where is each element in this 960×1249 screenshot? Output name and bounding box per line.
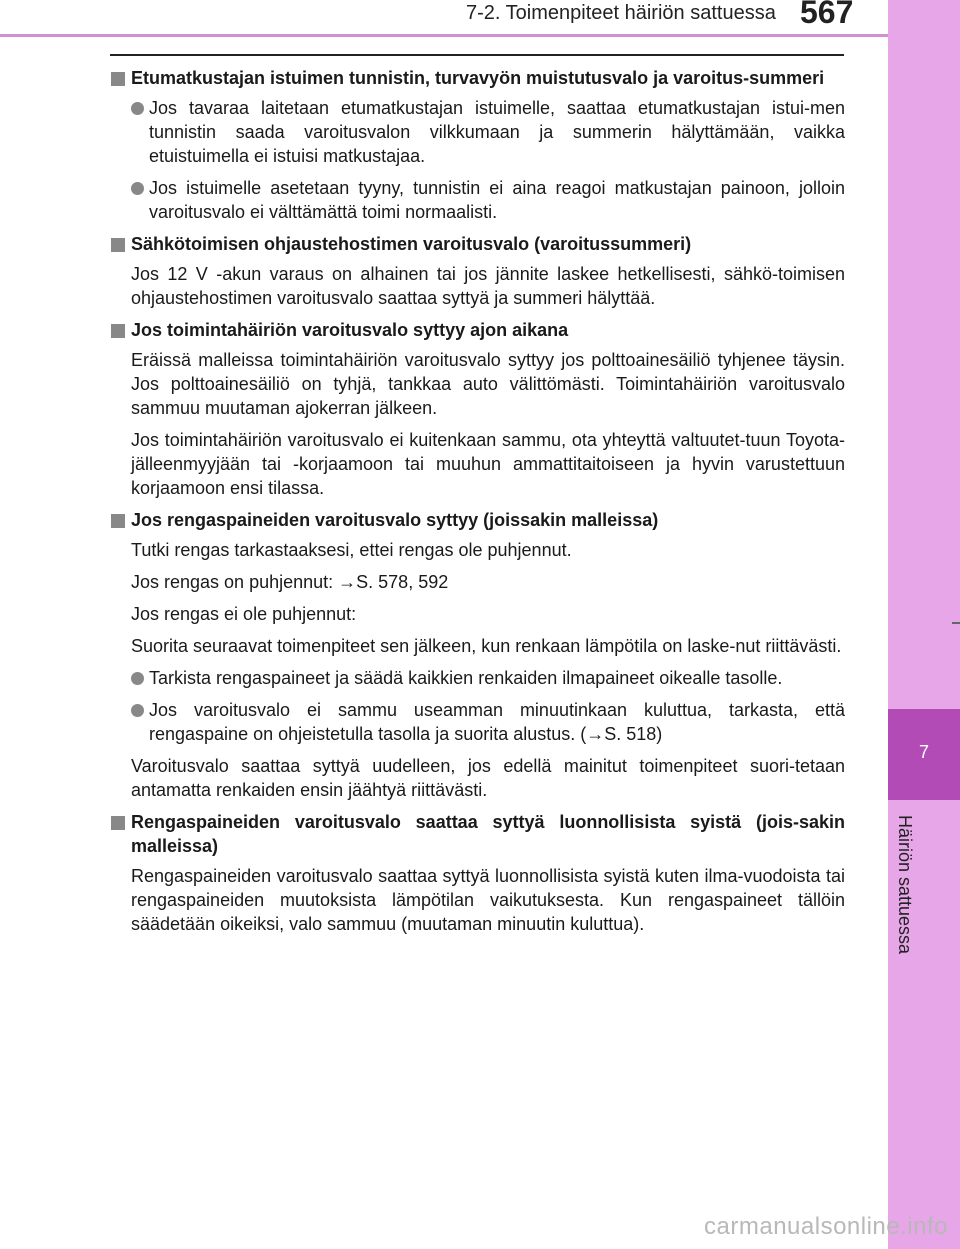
list-item: Jos varoitusvalo ei sammu useamman minuutinkaan kuluttua, tarkasta, että rengaspaine on ohjeistetulla tasolla ja suorita alustus. (→S. 518) <box>110 698 845 746</box>
section-heading: Etumatkustajan istuimen tunnistin, turvavyön muistutusvalo ja varoitus-summeri <box>110 66 845 90</box>
section-malfunction-light <box>110 318 845 500</box>
round-bullet-icon <box>131 102 144 115</box>
section-power-steering <box>110 232 845 310</box>
square-bullet-icon <box>111 816 125 830</box>
list-item: Jos istuimelle asetetaan tyyny, tunnistin ei aina reagoi matkustajan painoon, jolloin varoitusvalo ei välttämättä toimi normaalisti. <box>110 176 845 224</box>
paragraph-page-reference: Jos rengas on puhjennut: →S. 578, 592 <box>131 572 449 592</box>
content-top-rule <box>110 54 844 56</box>
main-content <box>110 66 845 944</box>
section-heading: Jos rengaspaineiden varoitusvalo syttyy (joissakin malleissa) <box>110 508 845 532</box>
square-bullet-icon <box>111 238 125 252</box>
list-item: Jos tavaraa laitetaan etumatkustajan istuimelle, saattaa etumatkustajan istui-men tunnistin saada varoitusvalon vilkkumaan ja summerin hälyttämään, vaikka etuistuimella ei istuisi matkustajaa. <box>110 96 845 168</box>
chapter-side-tab <box>888 0 960 1249</box>
section-heading: Rengaspaineiden varoitusvalo saattaa syttyä luonnollisista syistä (jois-sakin malleissa) <box>110 810 845 858</box>
chapter-number: 7 <box>918 742 929 762</box>
watermark-text: carmanualsonline.info <box>704 1213 948 1240</box>
round-bullet-icon <box>131 704 144 717</box>
round-bullet-icon <box>131 182 144 195</box>
section-seat-sensor <box>110 66 845 224</box>
page-number: 567 <box>800 0 854 30</box>
section-natural-causes <box>110 810 845 936</box>
paragraph: Jos 12 V -akun varaus on alhainen tai jos jännite laskee hetkellisesti, sähkö-toimisen ohjaustehostimen varoitusvalo saattaa syttyä ja summeri hälyttää. <box>131 264 845 308</box>
paragraph: Eräissä malleissa toimintahäiriön varoitusvalo syttyy jos polttoainesäiliö tyhjenee täysin. Jos polttoainesäiliö on tyhjä, tankkaa auto välittömästi. Toimintahäiriön varoitusvalo sammuu muutaman ajokerran jälkeen. <box>131 350 845 418</box>
section-heading: Jos toimintahäiriön varoitusvalo syttyy ajon aikana <box>110 318 845 342</box>
list-item: Tarkista rengaspaineet ja säädä kaikkien renkaiden ilmapaineet oikealle tasolle. <box>110 666 845 690</box>
square-bullet-icon <box>111 514 125 528</box>
paragraph: Jos rengas ei ole puhjennut: <box>131 604 357 624</box>
square-bullet-icon <box>111 324 125 338</box>
paragraph: Jos toimintahäiriön varoitusvalo ei kuitenkaan sammu, ota yhteyttä valtuutet-tuun Toyota-jälleenmyyjään tai -korjaamoon tai muuhun ammattitaitoiseen ja hyvin varustettuun korjaamoon ensi tilassa. <box>131 430 845 498</box>
paragraph: Suorita seuraavat toimenpiteet sen jälkeen, kun renkaan lämpötila on laske-nut riittävästi. <box>131 636 842 656</box>
round-bullet-icon <box>131 672 144 685</box>
chapter-label: Häiriön sattuessa <box>895 815 915 955</box>
paragraph: Rengaspaineiden varoitusvalo saattaa syttyä luonnollisista syistä kuten ilma-vuodoista tai rengaspaineiden muutoksista lämpötilan vaikutuksesta. Kun rengaspaineet tällöin säädetään oikeiksi, valo sammuu (muutaman minuutin kuluttua). <box>131 866 845 934</box>
paragraph: Tutki rengas tarkastaaksesi, ettei rengas ole puhjennut. <box>131 540 572 560</box>
side-tick-mark <box>952 622 960 624</box>
header-divider <box>0 34 888 37</box>
square-bullet-icon <box>111 72 125 86</box>
paragraph: Varoitusvalo saattaa syttyä uudelleen, jos edellä mainitut toimenpiteet suori-tetaan antamatta renkaiden ensin jäähtyä riittävästi. <box>131 756 845 800</box>
section-tire-pressure-light <box>110 508 845 802</box>
running-header-title: 7-2. Toimenpiteet häiriön sattuessa <box>466 2 776 24</box>
section-heading: Sähkötoimisen ohjaustehostimen varoitusvalo (varoitussummeri) <box>110 232 845 256</box>
